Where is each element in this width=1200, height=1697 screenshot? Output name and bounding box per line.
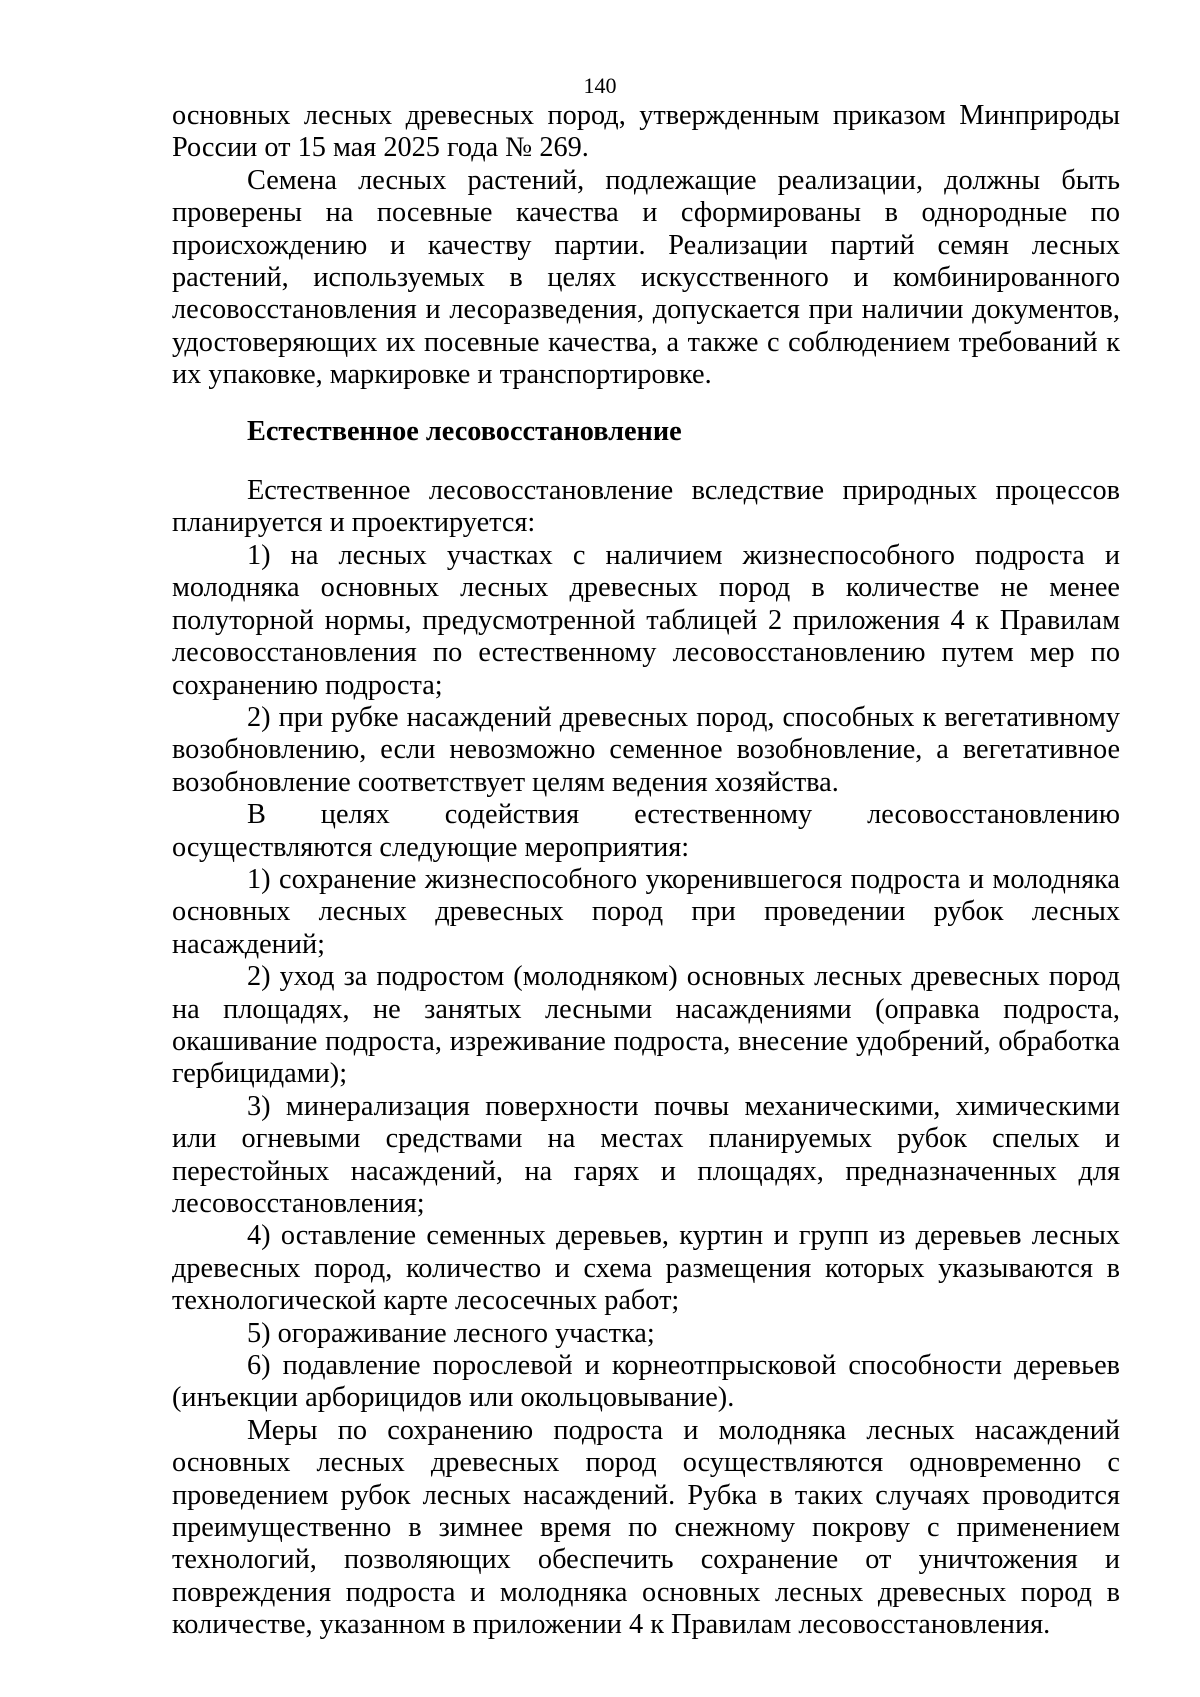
paragraph-continuation: основных лесных древесных пород, утвержденным приказом Минприроды России от 15 мая 2025 года № 269.	[172, 100, 1120, 164]
paragraph-section-intro: Естественное лесовосстановление вследствие природных процессов планируется и проектируется:	[172, 475, 1120, 539]
measures-intro-line-1: В целях содействия естественному лесовосстановлению	[247, 799, 1120, 831]
measures-intro-line-2: осуществляются следующие мероприятия:	[172, 831, 690, 863]
measure-item-6: 6) подавление порослевой и корнеотпрысковой способности деревьев (инъекции арборицидов или окольцовывание).	[172, 1350, 1120, 1414]
page-number: 140	[583, 73, 617, 98]
measure-item-4: 4) оставление семенных деревьев, куртин и групп из деревьев лесных древесных пород, количество и схема размещения которых указываются в технологической карте лесосечных работ;	[172, 1220, 1120, 1317]
measure-item-2: 2) уход за подростом (молодняком) основных лесных древесных пород на площадях, не занятых лесными насаждениями (оправка подроста, окашивание подроста, изреживание подроста, внесение удобрений, обработка гербицидами);	[172, 961, 1120, 1090]
planning-item-2: 2) при рубке насаждений древесных пород, способных к вегетативному возобновлению, если невозможно семенное возобновление, а вегетативное возобновление соответствует целям ведения хозяйства.	[172, 701, 1120, 798]
section-heading: Естественное лесовосстановление	[247, 415, 682, 447]
paragraph-seeds: Семена лесных растений, подлежащие реализации, должны быть проверены на посевные качества и сформированы в однородные по происхождению и качеству партии. Реализации партий семян лесных растений, используемых в целях искусственного и комбинированного лесовосстановления и лесоразведения, допускается при наличии документов, удостоверяющих их посевные качества, а также с соблюдением требований к их упаковке, маркировке и транспортировке.	[172, 164, 1120, 391]
document-body	[172, 100, 1120, 1642]
measure-item-5: 5) огораживание лесного участка;	[247, 1317, 655, 1349]
measure-item-1: 1) сохранение жизнеспособного укоренившегося подроста и молодняка основных лесных древесных пород при проведении рубок лесных насаждений;	[172, 863, 1120, 960]
planning-item-1: 1) на лесных участках с наличием жизнеспособного подроста и молодняка основных лесных древесных пород в количестве не менее полуторной нормы, предусмотренной таблицей 2 приложения 4 к Правилам лесовосстановления по естественному лесовосстановлению путем мер по сохранению подроста;	[172, 539, 1120, 701]
paragraph-closing: Меры по сохранению подроста и молодняка лесных насаждений основных лесных древесных пород осуществляются одновременно с проведением рубок лесных насаждений. Рубка в таких случаях проводится преимущественно в зимнее время по снежному покрову с применением технологий, позволяющих обеспечить сохранение от уничтожения и повреждения подроста и молодняка основных лесных древесных пород в количестве, указанном в приложении 4 к Правилам лесовосстановления.	[172, 1414, 1120, 1641]
measure-item-3: 3) минерализация поверхности почвы механическими, химическими или огневыми средствами на местах планируемых рубок спелых и перестойных насаждений, на гарях и площадях, предназначенных для лесовосстановления;	[172, 1090, 1120, 1219]
